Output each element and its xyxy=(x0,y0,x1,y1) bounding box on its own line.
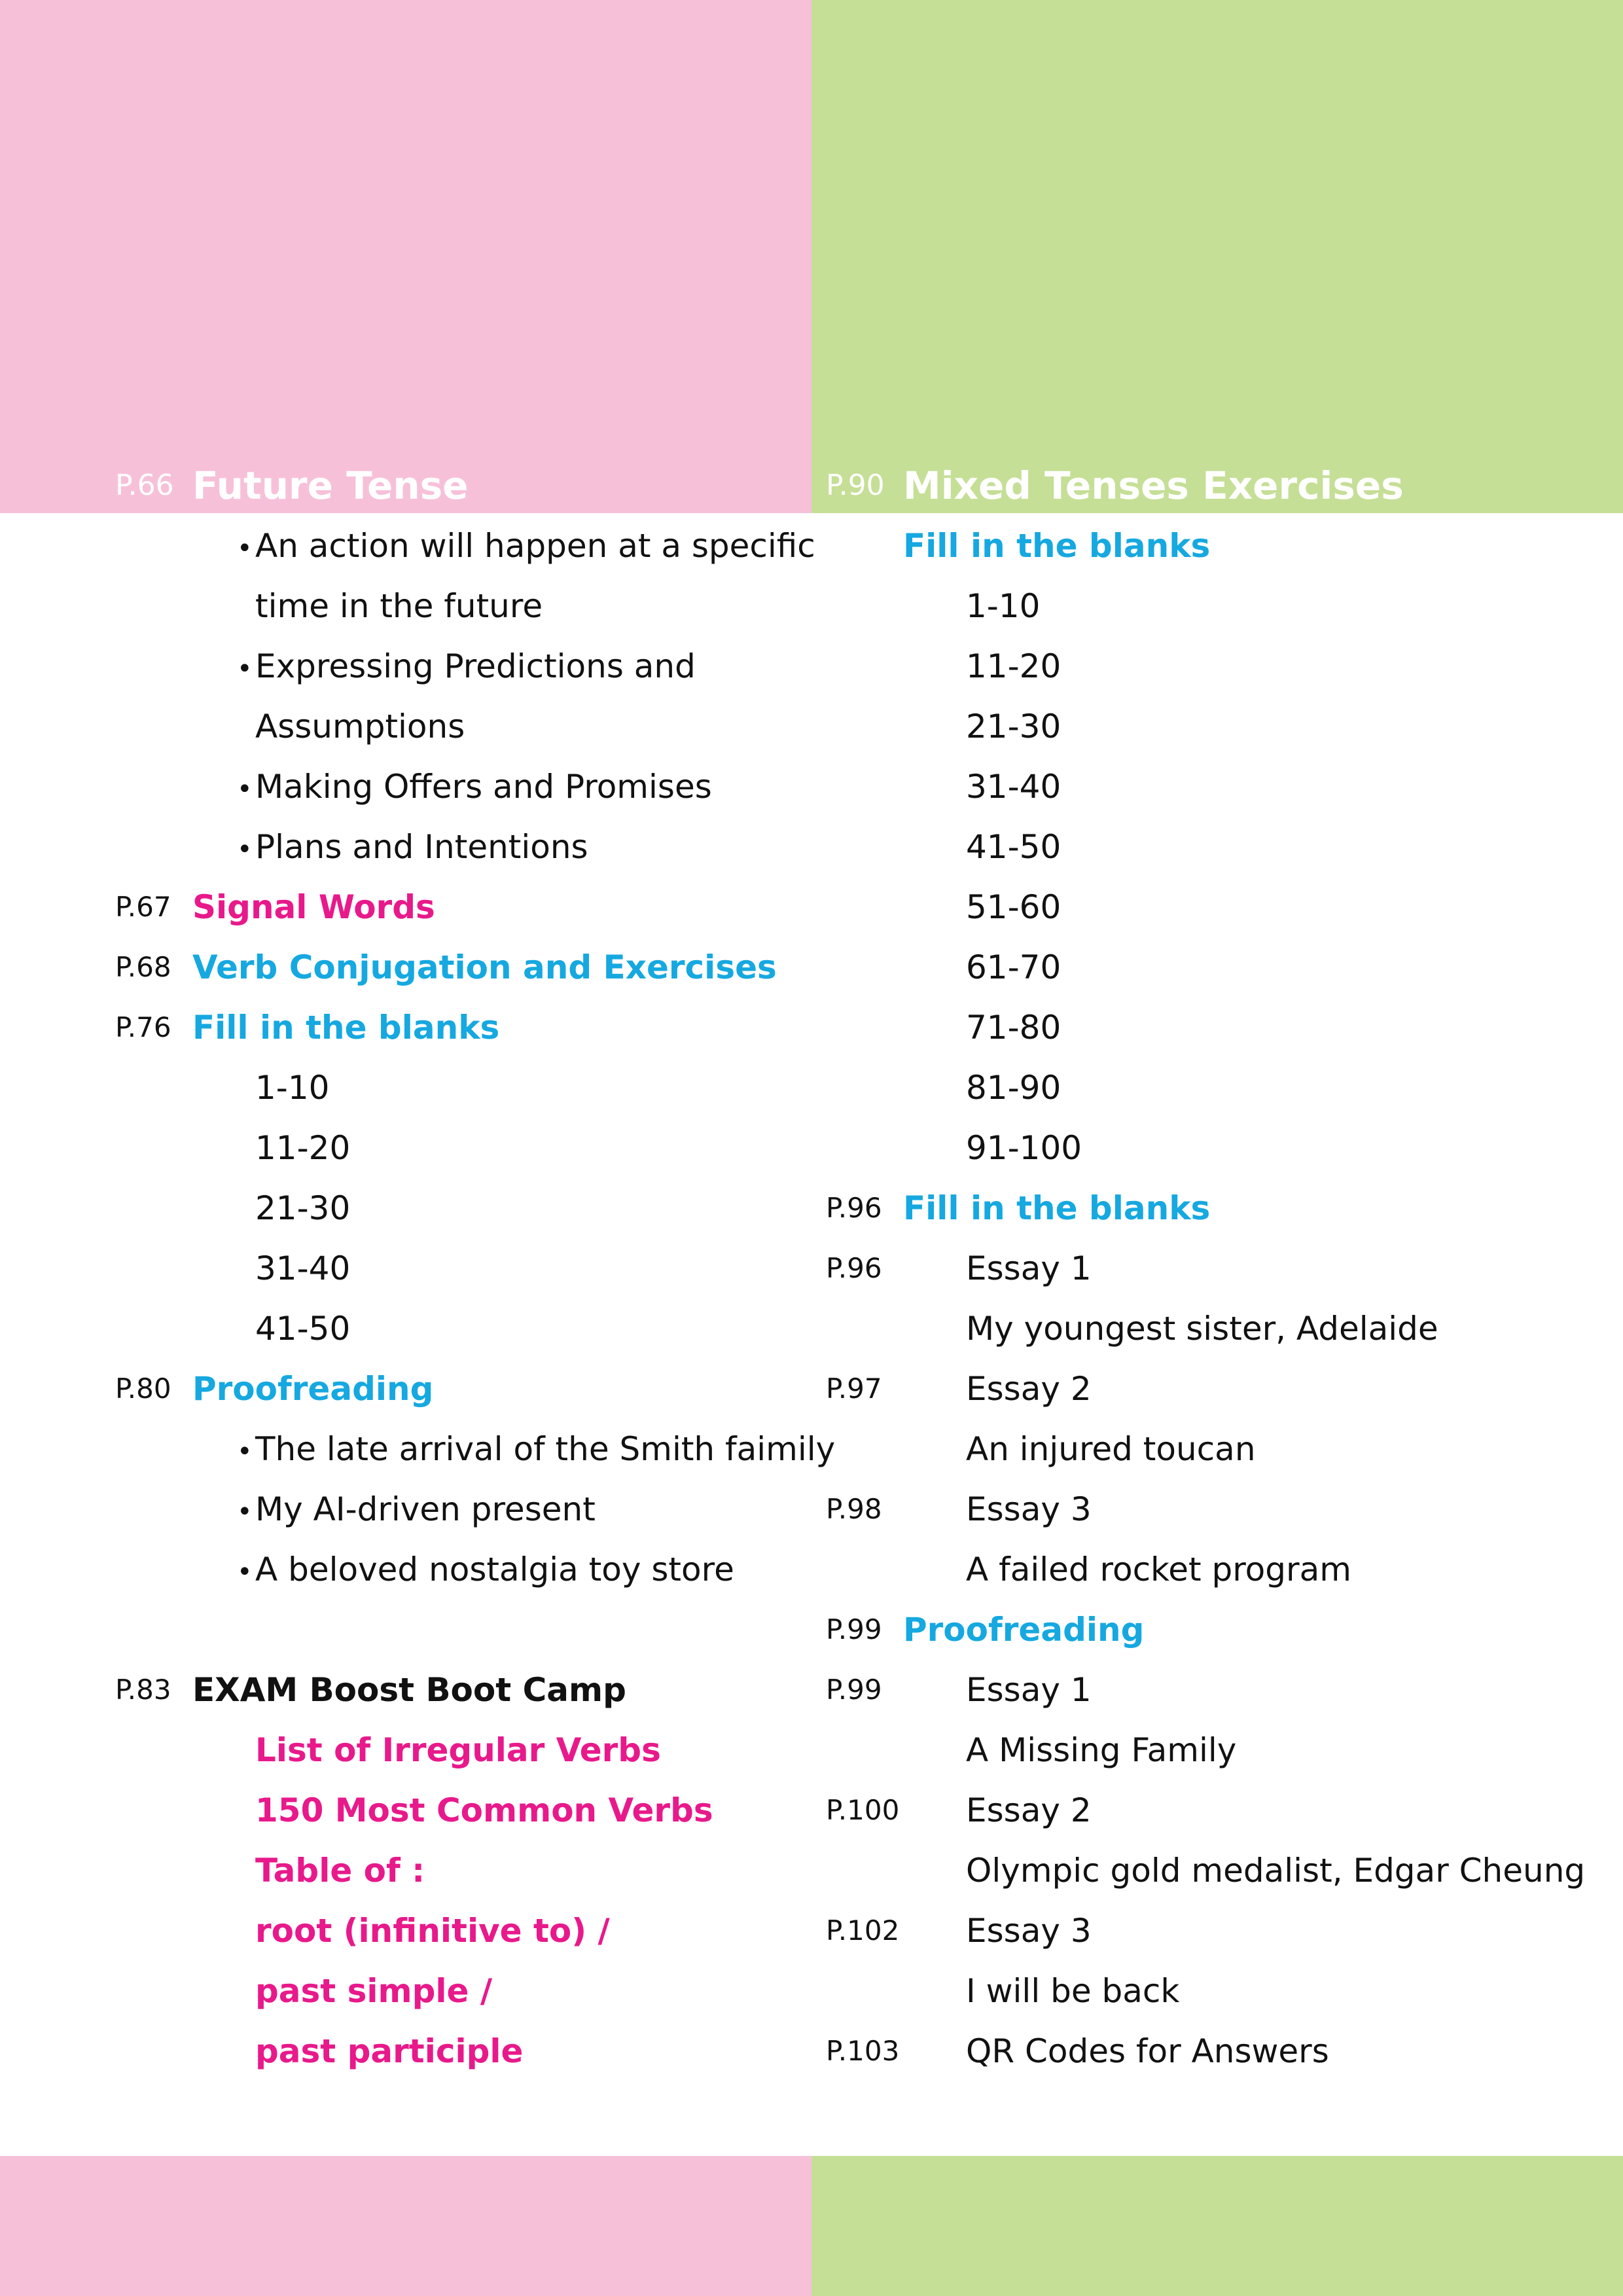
bullet-icon: • xyxy=(237,1497,253,1527)
page-number: P.67 xyxy=(115,891,171,923)
page-number: P.98 xyxy=(826,1493,882,1525)
entry-title: Fill in the blanks xyxy=(192,1009,500,1047)
bullet-icon: • xyxy=(237,533,253,564)
essay-label: Essay 1 xyxy=(966,1671,1092,1709)
bullet-icon: • xyxy=(237,1437,253,1467)
page-number: P.80 xyxy=(115,1372,171,1405)
entry-title: QR Codes for Answers xyxy=(966,2032,1329,2070)
entry-title: Proofreading xyxy=(903,1611,1145,1649)
page-number: P.99 xyxy=(826,1674,882,1706)
page-number: P.66 xyxy=(115,469,174,502)
bullet-icon: • xyxy=(237,774,253,804)
essay-label: Essay 3 xyxy=(966,1912,1092,1950)
entry-title: EXAM Boost Boot Camp xyxy=(192,1671,626,1709)
page-number: P.103 xyxy=(826,2035,900,2067)
top-right-green-band xyxy=(812,0,1623,513)
page-number: P.102 xyxy=(826,1914,900,1946)
essay-label: Essay 2 xyxy=(966,1791,1092,1829)
bullet-icon: • xyxy=(237,654,253,684)
page-number: P.96 xyxy=(826,1192,882,1224)
page-number: P.68 xyxy=(115,951,171,983)
entry-title: Signal Words xyxy=(192,888,435,926)
bottom-right-green-band xyxy=(812,2156,1623,2296)
page-number: P.90 xyxy=(826,469,885,502)
page-number: P.83 xyxy=(115,1674,171,1706)
bottom-left-pink-band xyxy=(0,2156,812,2296)
page-number: P.96 xyxy=(826,1252,882,1284)
essay-label: Essay 1 xyxy=(966,1249,1092,1287)
entry-title: Fill in the blanks xyxy=(903,527,1211,565)
page-number: P.76 xyxy=(115,1011,171,1043)
essay-label: Essay 2 xyxy=(966,1370,1092,1408)
page-number: P.99 xyxy=(826,1613,882,1645)
entry-title: Proofreading xyxy=(192,1370,434,1408)
page-number: P.97 xyxy=(826,1372,882,1405)
section-title: Future Tense xyxy=(192,463,469,508)
section-title: Mixed Tenses Exercises xyxy=(903,463,1404,508)
bullet-icon: • xyxy=(237,834,253,865)
essay-label: Essay 3 xyxy=(966,1490,1092,1528)
page-number: P.100 xyxy=(826,1794,900,1826)
bullet-icon: • xyxy=(237,1557,253,1587)
entry-title: Verb Conjugation and Exercises xyxy=(192,948,777,986)
top-left-pink-band xyxy=(0,0,812,513)
entry-title: Fill in the blanks xyxy=(903,1189,1211,1227)
